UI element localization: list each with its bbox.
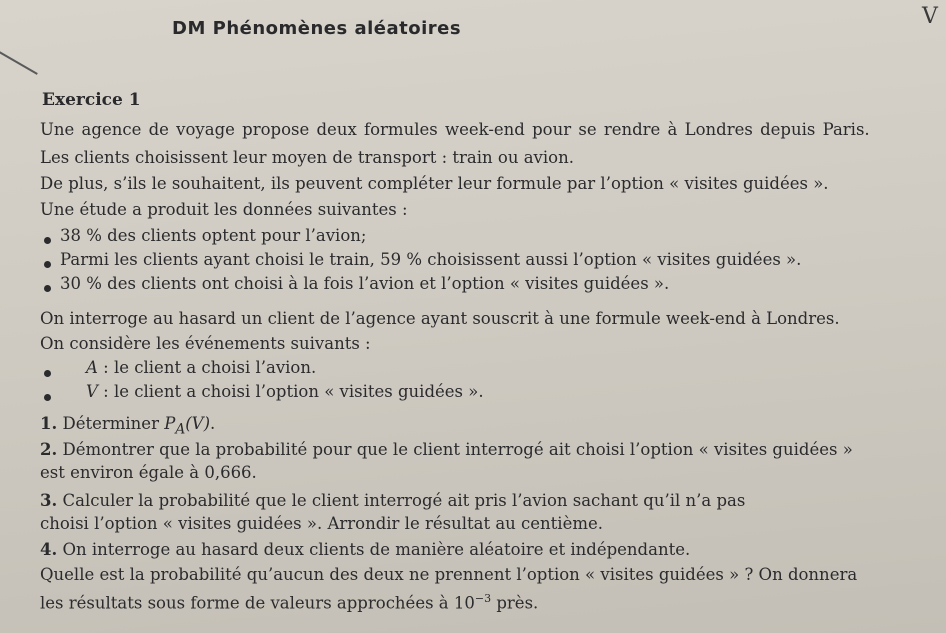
question-4-line-3-end: près.: [491, 593, 539, 613]
event-v-symbol: V: [86, 382, 98, 401]
intro-line-4: Une étude a produit les données suivantes :: [40, 200, 408, 219]
question-4-text: On interroge au hasard deux clients de manière aléatoire et indépendante.: [57, 540, 691, 559]
data-bullet-3: 30 % des clients ont choisi à la fois l’avion et l’option « visites guidées ».: [60, 274, 670, 293]
bullet-dot: [44, 370, 51, 377]
event-v: [86, 381, 484, 403]
question-3-line-2: choisi l’option « visites guidées ». Arrondir le résultat au centième.: [40, 514, 603, 533]
exercise-title: Exercice 1: [42, 90, 141, 110]
context-line-1: On interroge au hasard un client de l’agence ayant souscrit à une formule week-end à Londres.: [40, 309, 840, 328]
question-1-number: 1.: [40, 414, 58, 433]
event-a: [86, 357, 316, 379]
question-4-line-1: [40, 539, 690, 561]
question-4-line-2: Quelle est la probabilité qu’aucun des deux ne prennent l’option « visites guidées » ? On donnera: [40, 565, 858, 584]
bullet-dot: [44, 285, 51, 292]
power-base: 10: [453, 593, 475, 613]
power-exponent: −3: [474, 592, 492, 605]
question-1-prob-arg: (V): [185, 414, 211, 433]
question-2-line-2: est environ égale à 0,666.: [40, 463, 257, 482]
intro-line-3: De plus, s’ils le souhaitent, ils peuvent compléter leur formule par l’option « visites guidées ».: [40, 174, 829, 193]
event-a-symbol: A: [86, 358, 98, 377]
question-4-line-3-start: les résultats sous forme de valeurs approchées à: [40, 593, 454, 613]
question-1: [40, 413, 215, 440]
question-3-text: Calculer la probabilité que le client interrogé ait pris l’avion sachant qu’il n’a pas: [57, 491, 746, 510]
question-2-text: Démontrer que la probabilité pour que le client interrogé ait choisi l’option « visites guidées »: [57, 440, 853, 459]
paper-fold-line: [0, 48, 38, 75]
question-1-prob-sub: A: [175, 421, 186, 438]
bullet-dot: [44, 237, 51, 244]
question-4-line-3: [40, 588, 538, 615]
bullet-dot: [44, 261, 51, 268]
context-line-2: On considère les événements suivants :: [40, 334, 371, 353]
document-title: DM Phénomènes aléatoires: [172, 18, 462, 39]
intro-line-2: Les clients choisissent leur moyen de transport : train ou avion.: [40, 148, 574, 167]
corner-mark: V: [922, 4, 938, 29]
data-bullet-1: 38 % des clients optent pour l’avion;: [60, 226, 367, 245]
event-a-text: : le client a choisi l’avion.: [97, 358, 317, 377]
question-1-prob: P: [164, 414, 176, 433]
question-1-text: Déterminer: [57, 414, 165, 433]
question-4-number: 4.: [40, 540, 58, 559]
question-2-number: 2.: [40, 440, 58, 459]
intro-line-1: Une agence de voyage propose deux formules week-end pour se rendre à Londres depuis Paris.: [40, 120, 870, 139]
bullet-dot: [44, 394, 51, 401]
question-3-number: 3.: [40, 491, 58, 510]
question-1-end: .: [210, 414, 216, 433]
event-v-text: : le client a choisi l’option « visites guidées ».: [97, 382, 484, 401]
question-2-line-1: [40, 439, 853, 461]
data-bullet-2: Parmi les clients ayant choisi le train, 59 % choisissent aussi l’option « visites guidées ».: [60, 250, 802, 269]
question-3-line-1: [40, 490, 745, 512]
